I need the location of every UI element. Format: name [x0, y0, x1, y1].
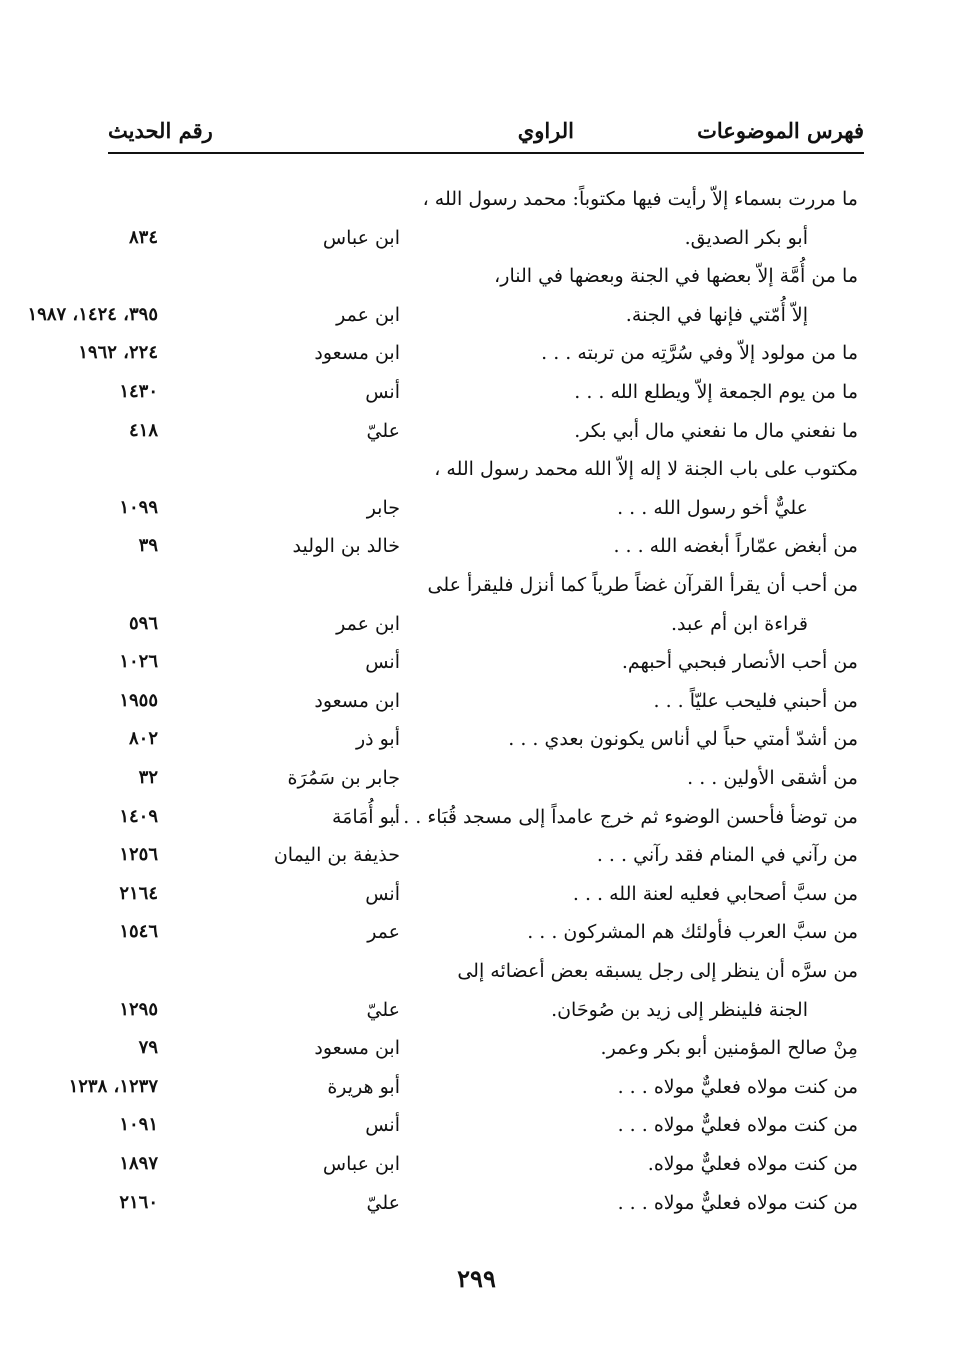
hadith-number: ١٢٩٥ — [119, 999, 158, 1020]
hadith-text: من أشقى الأولين . . . — [687, 767, 858, 789]
narrator-name: ابن عمر — [336, 613, 400, 635]
narrator-name: أنس — [365, 1114, 400, 1136]
hadith-text: من سبَّ العرب فأولئك هم المشركون . . . — [527, 921, 858, 943]
hadith-text: مِنْ صالح المؤمنين أبو بكر وعمر. — [600, 1037, 858, 1059]
index-row — [0, 188, 953, 222]
index-row — [0, 960, 953, 994]
index-row — [0, 420, 953, 454]
hadith-text: ما من يوم الجمعة إلاّ ويطلع الله . . . — [574, 381, 858, 403]
hadith-number: ٨٣٤ — [128, 227, 158, 248]
index-row — [0, 1037, 953, 1071]
hadith-number: ١٠٩١ — [119, 1114, 158, 1135]
hadith-text: مكتوب على باب الجنة لا إله إلاّ الله محمد رسول الله ، — [434, 458, 858, 480]
hadith-number: ١٢٣٧، ١٢٣٨ — [68, 1076, 158, 1097]
narrator-name: جابر بن سَمُرَة — [287, 767, 400, 789]
narrator-name: عليّ — [366, 420, 400, 442]
hadith-number: ٧٩ — [138, 1037, 158, 1058]
index-row — [0, 1114, 953, 1148]
hadith-number: ١٩٥٥ — [119, 690, 158, 711]
narrator-name: أبو ذر — [355, 728, 400, 750]
narrator-name: جابر — [366, 497, 400, 519]
narrator-column-heading: الراوي — [517, 118, 574, 143]
hadith-number: ٢٢٤، ١٩٦٢ — [78, 342, 158, 363]
narrator-name: أنس — [365, 651, 400, 673]
hadith-number: ١٤٣٠ — [119, 381, 158, 402]
hadith-text: من أبغض عمّاراً أبغضه الله . . . — [613, 535, 858, 557]
narrator-name: ابن مسعود — [314, 690, 400, 712]
hadith-text: ما من أُمَّة إلاّ بعضها في الجنة وبعضها في النار، — [494, 265, 858, 287]
hadith-number: ١٥٤٦ — [119, 921, 158, 942]
hadith-text: ما نفعني مال ما نفعني مال أبي بكر. — [574, 420, 858, 442]
narrator-name: عمر — [367, 921, 400, 943]
hadith-text: من أحب أن يقرأ القرآن غضاً طرياً كما أنزل فليقرأ على — [427, 574, 858, 596]
index-row — [0, 613, 953, 647]
hadith-text: من أحبني فليحب عليّاً . . . — [653, 690, 858, 712]
hadith-text: من كنت مولاه فعليٌّ مولاه . . . — [617, 1192, 858, 1214]
header-rule — [108, 152, 864, 154]
hadith-text: من أحب الأنصار فبحبي أحبهم. — [621, 651, 858, 673]
narrator-name: ابن مسعود — [314, 1037, 400, 1059]
hadith-text: الجنة فلينظر إلى زيد بن صُوحَان. — [551, 999, 808, 1021]
hadith-number: ٣٩٥، ١٤٢٤، ١٩٨٧ — [27, 304, 158, 325]
hadith-text: من رآني في المنام فقد رآني . . . — [596, 844, 858, 866]
index-row — [0, 458, 953, 492]
hadith-number: ١٢٥٦ — [119, 844, 158, 865]
narrator-name: حذيفة بن اليمان — [273, 844, 400, 866]
hadith-text: من توضأ فأحسن الوضوء ثم خرج عامداً إلى مسجد قُبَاء . . . — [391, 806, 858, 828]
hadith-text: من سرَّه أن ينظر إلى رجل يسبقه بعض أعضائه إلى — [457, 960, 858, 982]
index-row — [0, 651, 953, 685]
index-row — [0, 574, 953, 608]
narrator-name: أبو أُمَامَة — [331, 806, 400, 828]
index-row — [0, 265, 953, 299]
index-row — [0, 767, 953, 801]
hadith-number: ٢١٦٠ — [119, 1192, 158, 1213]
hadith-number: ١٤٠٩ — [119, 806, 158, 827]
hadith-text: من كنت مولاه فعليٌّ مولاه. — [647, 1153, 858, 1175]
narrator-name: خالد بن الوليد — [292, 535, 400, 557]
page-number: ٢٩٩ — [457, 1264, 496, 1293]
hadith-number: ١٨٩٧ — [119, 1153, 158, 1174]
index-row — [0, 1192, 953, 1226]
index-row — [0, 1153, 953, 1187]
index-row — [0, 921, 953, 955]
hadith-number: ٥٩٦ — [128, 613, 158, 634]
hadith-text: ما مررت بسماء إلاّ رأيت فيها مكتوباً: محمد رسول الله ، — [422, 188, 858, 210]
hadith-text: من كنت مولاه فعليٌّ مولاه . . . — [617, 1076, 858, 1098]
hadith-number: ٣٩ — [138, 535, 158, 556]
index-row — [0, 227, 953, 261]
hadith-text: ما من مولود إلاّ وفي سُرَّتِه من تربته . . . — [541, 342, 858, 364]
index-row — [0, 1076, 953, 1110]
hadith-text: إلاّ أُمّتي فإنها في الجنة. — [625, 304, 808, 326]
index-row — [0, 883, 953, 917]
hadith-number: ١٠٩٩ — [119, 497, 158, 518]
index-row — [0, 304, 953, 338]
hadith-text: عليٌّ أخو رسول الله . . . — [617, 497, 808, 519]
index-row — [0, 690, 953, 724]
narrator-name: ابن عمر — [336, 304, 400, 326]
hadith-number: ٤١٨ — [128, 420, 158, 441]
hadith-number: ٣٢ — [138, 767, 158, 788]
narrator-name: أنس — [365, 381, 400, 403]
narrator-name: عليّ — [366, 1192, 400, 1214]
index-row — [0, 497, 953, 531]
hadith-number: ٢١٦٤ — [119, 883, 158, 904]
hadith-text: أبو بكر الصديق. — [684, 227, 808, 249]
index-row — [0, 728, 953, 762]
index-row — [0, 999, 953, 1033]
hadith-number: ٨٠٢ — [128, 728, 158, 749]
narrator-name: ابن عباس — [322, 1153, 400, 1175]
narrator-name: أبو هريرة — [327, 1076, 400, 1098]
hadith-number: ١٠٢٦ — [119, 651, 158, 672]
narrator-name: عليّ — [366, 999, 400, 1021]
hadith-text: من كنت مولاه فعليٌّ مولاه . . . — [617, 1114, 858, 1136]
narrator-name: أنس — [365, 883, 400, 905]
index-row — [0, 535, 953, 569]
column-header — [108, 118, 864, 152]
index-row — [0, 342, 953, 376]
hadith-text: من سبَّ أصحابي فعليه لعنة الله . . . — [572, 883, 858, 905]
narrator-name: ابن مسعود — [314, 342, 400, 364]
hadith-text: من أشدّ أمتي حباً لي أناس يكونون بعدي . . . — [508, 728, 858, 750]
index-row — [0, 844, 953, 878]
index-row — [0, 381, 953, 415]
index-title: فهرس الموضوعات — [697, 118, 864, 143]
narrator-name: ابن عباس — [322, 227, 400, 249]
index-row — [0, 806, 953, 840]
hadith-text: قراءة ابن أم عبد. — [670, 613, 808, 635]
hadith-number-column-heading: رقم الحديث — [108, 118, 213, 143]
